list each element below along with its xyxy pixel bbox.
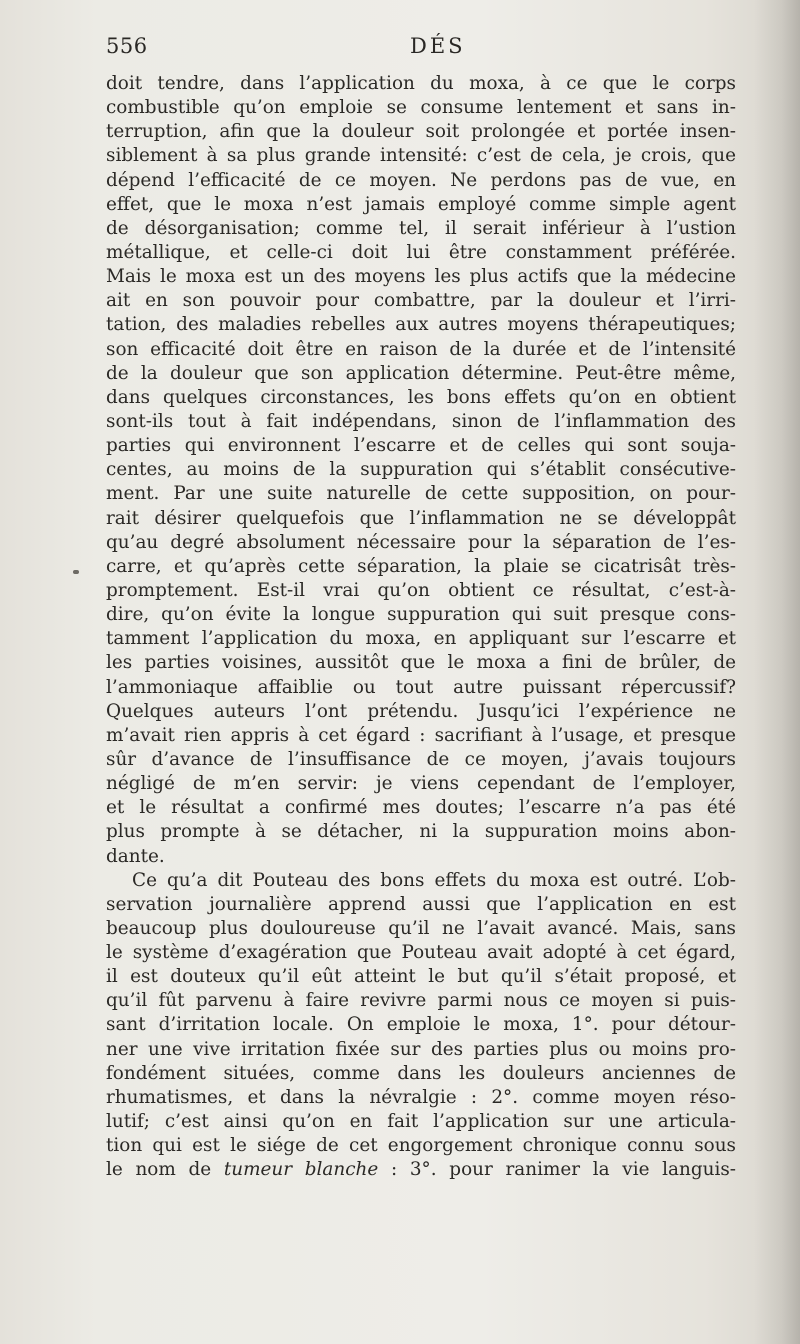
text-line: dante.: [106, 845, 165, 867]
page-number: 556: [106, 34, 148, 58]
text-line: métallique, et celle-ci doit lui être constamment préférée.: [106, 241, 736, 263]
text-line: l’ammoniaque affaiblie ou tout autre puissant répercussif?: [106, 676, 736, 698]
ink-speck: [73, 570, 79, 574]
text-line: son efficacité doit être en raison de la durée et de l’intensité: [106, 338, 736, 360]
text-line: effet, que le moxa n’est jamais employé comme simple agent: [106, 193, 736, 215]
text-line: le système d’exagération que Pouteau avait adopté à cet égard,: [106, 942, 736, 964]
text-line: de la douleur que son application détermine. Peut-être même,: [106, 362, 736, 384]
text-line: sûr d’avance de l’insuffisance de ce moyen, j’avais toujours: [106, 748, 736, 770]
text-line: carre, et qu’après cette séparation, la plaie se cicatrisât très-: [106, 555, 736, 577]
italic-term: tumeur blanche: [223, 1159, 379, 1181]
text-line: servation journalière apprend aussi que l’application en est: [106, 893, 736, 915]
text-line: tion qui est le siége de cet engorgement chronique connu sous: [106, 1135, 736, 1157]
text-line: siblement à sa plus grande intensité: c’est de cela, je crois, que: [106, 145, 736, 167]
text-line: dire, qu’on évite la longue suppuration qui suit presque cons-: [106, 604, 736, 626]
text-line: les parties voisines, aussitôt que le moxa a fini de brûler, de: [106, 652, 736, 674]
text-line: plus prompte à se détacher, ni la suppuration moins abon-: [106, 821, 736, 843]
page-edge-shadow: [754, 0, 800, 1344]
text-line: combustible qu’on emploie se consume lentement et sans in-: [106, 97, 736, 119]
text-line: terruption, afin que la douleur soit prolongée et portée insen-: [106, 121, 736, 143]
text-line: dépend l’efficacité de ce moyen. Ne perdons pas de vue, en: [106, 169, 736, 191]
text-segment: le nom de: [106, 1159, 224, 1181]
text-line: rait désirer quelquefois que l’inflammation ne se développât: [106, 507, 736, 529]
text-line: il est douteux qu’il eût atteint le but qu’il s’était proposé, et: [106, 966, 736, 988]
text-line: m’avait rien appris à cet égard : sacrifiant à l’usage, et presque: [106, 724, 736, 746]
text-line: sant d’irritation locale. On emploie le moxa, 1°. pour détour-: [106, 1014, 736, 1036]
text-line: tation, des maladies rebelles aux autres moyens thérapeutiques;: [106, 314, 736, 336]
text-line: dans quelques circonstances, les bons effets qu’on en obtient: [106, 386, 736, 408]
text-line: lutif; c’est ainsi qu’on en fait l’application sur une articula-: [106, 1111, 736, 1133]
text-line: fondément situées, comme dans les douleurs anciennes de: [106, 1062, 736, 1084]
text-line: Quelques auteurs l’ont prétendu. Jusqu’ici l’expérience ne: [106, 700, 736, 722]
text-line: tamment l’application du moxa, en appliquant sur l’escarre et: [106, 628, 736, 650]
text-line: et le résultat a confirmé mes doutes; l’escarre n’a pas été: [106, 797, 736, 819]
running-head: DÉS: [410, 34, 466, 58]
text-line: promptement. Est-il vrai qu’on obtient ce résultat, c’est-à-: [106, 579, 736, 601]
text-line: ment. Par une suite naturelle de cette supposition, on pour-: [106, 483, 736, 505]
text-line: qu’il fût parvenu à faire revivre parmi nous ce moyen si puis-: [106, 990, 736, 1012]
text-line: Ce qu’a dit Pouteau des bons effets du moxa est outré. L’ob-: [132, 869, 736, 891]
text-line: qu’au degré absolument nécessaire pour la séparation de l’es-: [106, 531, 736, 553]
text-line: rhumatismes, et dans la névralgie : 2°. comme moyen réso-: [106, 1086, 736, 1108]
page-header: [106, 34, 736, 68]
text-line: négligé de m’en servir: je viens cependant de l’employer,: [106, 773, 736, 795]
text-line: parties qui environnent l’escarre et de celles qui sont souja-: [106, 435, 736, 457]
text-line: de désorganisation; comme tel, il serait inférieur à l’ustion: [106, 217, 736, 239]
paragraph-1: [106, 72, 736, 869]
text-line: centes, au moins de la suppuration qui s’établit consécutive-: [106, 459, 736, 481]
text-line: beaucoup plus douloureuse qu’il ne l’avait avancé. Mais, sans: [106, 917, 736, 939]
text-line: sont-ils tout à fait indépendans, sinon de l’inflammation des: [106, 410, 736, 432]
text-line: Mais le moxa est un des moyens les plus actifs que la médecine: [106, 266, 736, 288]
text-line: ait en son pouvoir pour combattre, par la douleur et l’irri-: [106, 290, 736, 312]
text-line: doit tendre, dans l’application du moxa, à ce que le corps: [106, 73, 736, 94]
text-line: ner une vive irritation fixée sur des parties plus ou moins pro-: [106, 1038, 736, 1060]
text-segment: : 3°. pour ranimer la vie languis-: [378, 1159, 736, 1181]
text-line-final: [106, 1158, 736, 1182]
body-text: [106, 72, 736, 1182]
paragraph-2: [106, 869, 736, 1183]
